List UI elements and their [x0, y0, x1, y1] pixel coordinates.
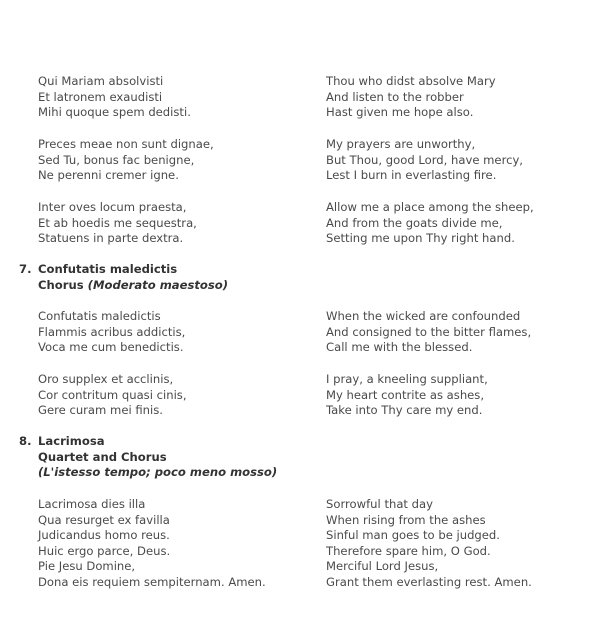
- section-tempo: (L'istesso tempo; poco meno mosso): [38, 465, 278, 480]
- latin-line: Preces meae non sunt dignae,: [38, 137, 214, 151]
- section-tempo: (Moderato maestoso): [87, 277, 229, 292]
- english-stanza: [326, 372, 586, 419]
- section-heading: [38, 262, 228, 293]
- latin-line: Cor contritum quasi cinis,: [38, 387, 187, 402]
- english-line: Allow me a place among the sheep,: [326, 200, 534, 214]
- english-line: Call me with the blessed.: [326, 340, 473, 355]
- english-line: And consigned to the bitter flames,: [326, 324, 532, 339]
- english-line: And listen to the robber: [326, 89, 464, 104]
- section-title: Confutatis maledictis: [38, 262, 178, 276]
- english-line: When rising from the ashes: [326, 512, 486, 527]
- latin-line: Sed Tu, bonus fac benigne,: [38, 152, 195, 167]
- latin-line: Huic ergo parce, Deus.: [38, 543, 171, 558]
- english-line: Sinful man goes to be judged.: [326, 528, 500, 543]
- english-stanza: [326, 497, 586, 591]
- english-line: Take into Thy care my end.: [326, 403, 483, 418]
- english-line: Therefore spare him, O God.: [326, 543, 491, 558]
- english-line: My heart contrite as ashes,: [326, 387, 485, 402]
- latin-line: Et ab hoedis me sequestra,: [38, 215, 197, 230]
- english-line: Setting me upon Thy right hand.: [326, 231, 515, 246]
- english-stanza: [326, 200, 586, 247]
- latin-line: Qua resurget ex favilla: [38, 512, 170, 527]
- latin-line: Voca me cum benedictis.: [38, 340, 184, 355]
- section-voices: Chorus: [38, 277, 84, 292]
- english-line: Merciful Lord Jesus,: [326, 559, 439, 574]
- latin-line: Statuens in parte dextra.: [38, 231, 184, 246]
- latin-line: Confutatis maledictis: [38, 309, 161, 323]
- section-title: Lacrimosa: [38, 434, 105, 448]
- latin-stanza: [38, 74, 308, 121]
- latin-line: Flammis acribus addictis,: [38, 324, 186, 339]
- section-voices: Quartet and Chorus: [38, 449, 167, 464]
- english-line: I pray, a kneeling suppliant,: [326, 372, 488, 386]
- english-line: Hast given me hope also.: [326, 105, 474, 120]
- latin-line: Gere curam mei finis.: [38, 403, 163, 418]
- english-line: And from the goats divide me,: [326, 215, 503, 230]
- english-stanza: [326, 74, 586, 121]
- latin-line: Lacrimosa dies illa: [38, 497, 146, 511]
- latin-line: Oro supplex et acclinis,: [38, 372, 174, 386]
- english-line: Sorrowful that day: [326, 497, 433, 511]
- english-line: When the wicked are confounded: [326, 309, 521, 323]
- english-stanza: [326, 309, 586, 356]
- english-line: Grant them everlasting rest. Amen.: [326, 574, 532, 589]
- english-line: But Thou, good Lord, have mercy,: [326, 152, 523, 167]
- section-number: 7.: [19, 262, 32, 276]
- latin-stanza: [38, 372, 308, 419]
- latin-line: Dona eis requiem sempiternam. Amen.: [38, 574, 266, 589]
- latin-stanza: [38, 137, 308, 184]
- latin-line: Mihi quoque spem dedisti.: [38, 105, 191, 120]
- latin-line: Ne perenni cremer igne.: [38, 168, 179, 183]
- latin-line: Judicandus homo reus.: [38, 528, 170, 543]
- english-line: Lest I burn in everlasting fire.: [326, 168, 497, 183]
- latin-stanza: [38, 497, 308, 591]
- section-heading: [38, 434, 277, 481]
- latin-line: Qui Mariam absolvisti: [38, 74, 164, 88]
- latin-line: Et latronem exaudisti: [38, 89, 163, 104]
- section-number: 8.: [19, 434, 32, 448]
- latin-stanza: [38, 309, 308, 356]
- english-line: My prayers are unworthy,: [326, 137, 476, 151]
- latin-line: Pie Jesu Domine,: [38, 559, 136, 574]
- english-line: Thou who didst absolve Mary: [326, 74, 496, 88]
- section-voices-line: [38, 278, 228, 294]
- english-stanza: [326, 137, 586, 184]
- latin-stanza: [38, 200, 308, 247]
- latin-line: Inter oves locum praesta,: [38, 200, 187, 214]
